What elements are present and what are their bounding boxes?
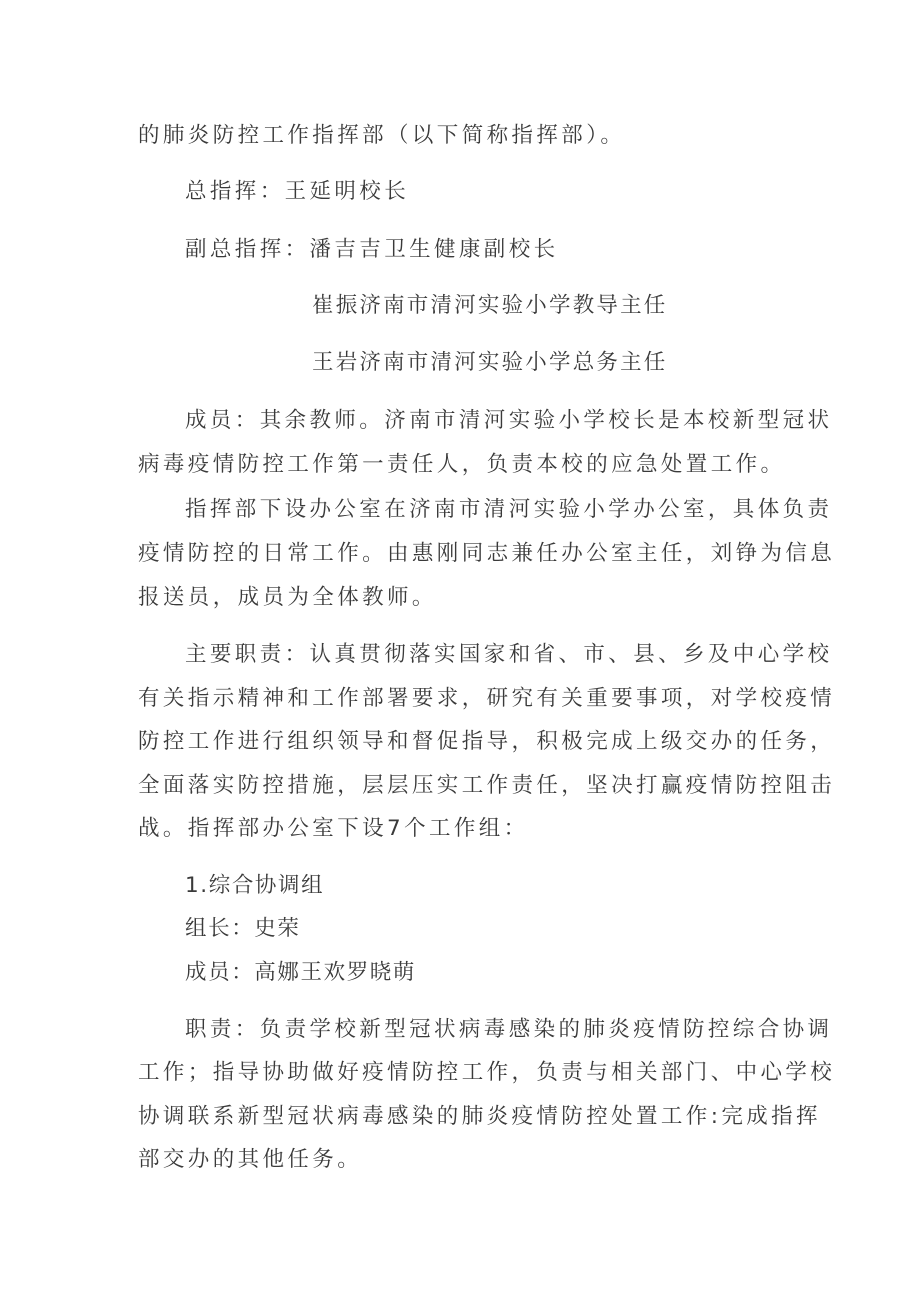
paragraph-line: 工作；指导协助做好疫情防控工作，负责与相关部门、中心学校 (138, 1060, 836, 1085)
paragraph-line: 职责：负责学校新型冠状病毒感染的肺炎疫情防控综合协调 (185, 1017, 833, 1042)
paragraph-line: 报送员，成员为全体教师。 (138, 585, 437, 610)
paragraph-line: 病毒疫情防控工作第一责任人，负责本校的应急处置工作。 (138, 452, 786, 477)
paragraph-line: 战。指挥部办公室下设7个工作组： (138, 816, 529, 841)
paragraph-line: 主要职责：认真贯彻落实国家和省、市、县、乡及中心学校 (185, 642, 833, 667)
deputy-member-line: 崔振济南市清河实验小学教导主任 (312, 293, 668, 318)
group-heading: 1.综合协调组 (185, 873, 325, 898)
paragraph-line: 全面落实防控措施，层层压实工作责任，坚决打赢疫情防控阻击 (138, 773, 836, 798)
commander-line: 总指挥：王延明校长 (185, 179, 410, 204)
deputy-commander-line: 副总指挥：潘吉吉卫生健康副校长 (185, 237, 559, 262)
paragraph-line: 指挥部下设办公室在济南市清河实验小学办公室，具体负责 (185, 497, 833, 522)
paragraph-line: 部交办的其他任务。 (138, 1147, 363, 1172)
deputy-member-line: 王岩济南市清河实验小学总务主任 (312, 350, 668, 375)
paragraph-line: 成员：其余教师。济南市清河实验小学校长是本校新型冠状 (185, 408, 833, 433)
paragraph-line: 疫情防控的日常工作。由惠刚同志兼任办公室主任，刘铮为信息 (138, 541, 836, 566)
paragraph-line: 有关指示精神和工作部署要求，研究有关重要事项，对学校疫情 (138, 686, 836, 711)
paragraph-line: 防控工作进行组织领导和督促指导，积极完成上级交办的任务， (138, 729, 836, 754)
group-members-line: 成员：高娜王欢罗晓萌 (185, 960, 417, 985)
paragraph-line: 的肺炎防控工作指挥部（以下简称指挥部）。 (138, 123, 626, 148)
group-leader-line: 组长：史荣 (185, 916, 301, 941)
paragraph-line: 协调联系新型冠状病毒感染的肺炎疫情防控处置工作:完成指挥 (138, 1104, 821, 1129)
